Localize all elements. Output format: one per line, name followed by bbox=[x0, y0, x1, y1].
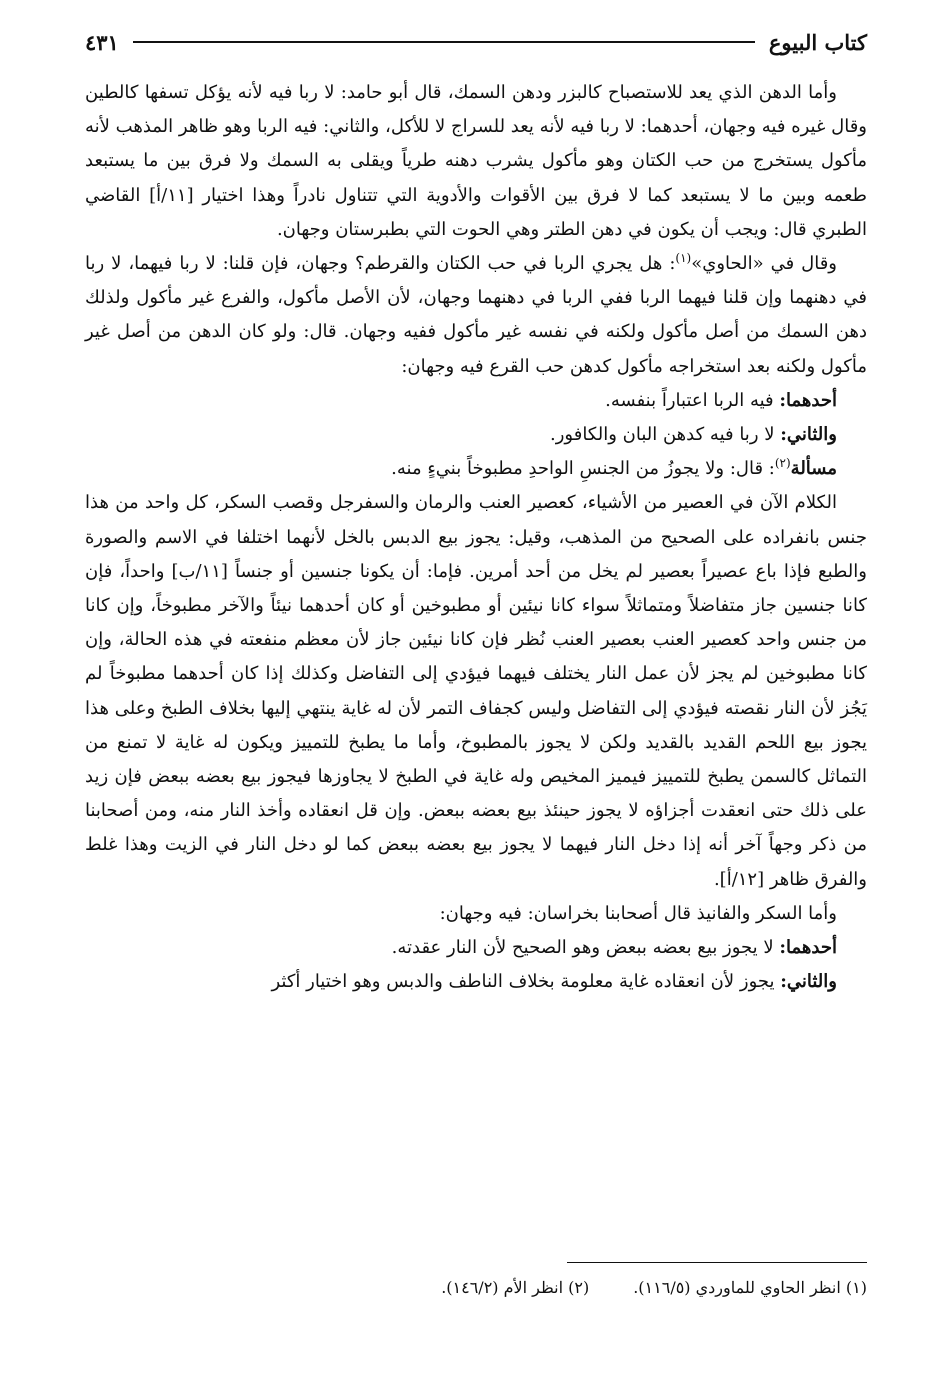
masala-heading bbox=[85, 452, 867, 486]
paragraph: الكلام الآن في العصير من الأشياء، كعصير العنب والرمان والسفرجل وقصب السكر، كل واحد من هذا جنس بانفراده على الصحيح من المذهب، وقيل: يجوز بيع الدبس بالخل لأنهما اختلفا في الاسم والصورة والطبع فإذا باع عصيراً بعصير لم يخل من أحد أمرين. فإما: أن يكونا جنسين أو جنساً [١١/ب] واحداً، فإن كانا جنسين جاز متفاضلاً ومتماثلاً سواء كانا نيئين أو مطبوخين أو كان أحدهما نيئاً والآخر مطبوخاً، وإن كانا من جنس واحد كعصير العنب بعصير العنب نُظر فإن كانا نيئين جاز لأن معظم منفعته في هذه الحالة، وإن كانا مطبوخين لم يجز لأن عمل النار يختلف فيهما فيؤدي إلى التفاضل وكذلك إذا كان أحدهما مطبوخاً لم يَجُز لأن النار نقصته فيؤدي إلى التفاضل وليس كجفاف التمر لأن له غاية ينتهي إليها بخلاف الطبخ وعلى هذا يجوز بيع اللحم القديد بالقديد ولكن لا يجوز بالمطبوخ، وأما ما يطبخ للتمييز ويكون له غاية لا تمنع من التماثل كالسمن يطبخ للتمييز فيميز المخيص وله غاية في الطبخ لا يجاوزها فيجوز بيع بعضه ببعض فإن زيد على ذلك حتى انعقدت أجزاؤه لا يجوز حينئذ بيع بعضه ببعض. وإن قل انعقاده وأخذ النار منه، ومن أصحابنا من ذكر وجهاً آخر أنه إذا دخل النار فيهما لا يجوز بيع بعضه ببعض كما لو دخل النار في الزيت وهذا غلط والفرق ظاهر [١٢/أ]. bbox=[85, 492, 867, 890]
text-span: : قال: ولا يجوزُ من الجنسِ الواحدِ مطبوخاً بنيءٍ منه. bbox=[391, 458, 775, 480]
paragraph: وأما السكر والفانيذ قال أصحابنا بخراسان: فيه وجهان: bbox=[439, 902, 837, 924]
footnote-ref: (٢) bbox=[774, 456, 791, 471]
book-page bbox=[85, 22, 867, 1342]
lead-word: والثاني: bbox=[780, 424, 837, 446]
lead-word: أحدهما: bbox=[779, 937, 837, 959]
lead-word: أحدهما: bbox=[779, 389, 837, 411]
text-span: لا يجوز بيع بعضه ببعض وهو الصحيح لأن النار عقدته. bbox=[391, 937, 780, 959]
paragraph bbox=[85, 931, 867, 965]
footnote-rule bbox=[567, 1262, 867, 1263]
page-number: ٤٣١ bbox=[85, 29, 119, 55]
chapter-title: كتاب البيوع bbox=[768, 29, 867, 55]
paragraph bbox=[85, 247, 867, 384]
lead-word: مسألة bbox=[790, 458, 837, 480]
text-span: يجوز لأن انعقاده غاية معلومة بخلاف الناطف والدبس وهو اختيار أكثر bbox=[271, 971, 781, 993]
footnote-1: (١) انظر الحاوي للماوردي (١١٦/٥). bbox=[633, 1278, 867, 1297]
running-header bbox=[85, 22, 867, 62]
footnote-ref: (١) bbox=[675, 251, 692, 266]
header-rule bbox=[133, 41, 755, 43]
footnote-2: (٢) انظر الأم (١٤٦/٢). bbox=[441, 1278, 590, 1297]
paragraph bbox=[85, 418, 867, 452]
text-span: فيه الربا اعتباراً بنفسه. bbox=[605, 389, 780, 411]
lead-word: والثاني: bbox=[780, 971, 837, 993]
footnotes bbox=[85, 1278, 867, 1297]
text-span: وقال في «الحاوي» bbox=[691, 253, 837, 275]
paragraph: وأما الدهن الذي يعد للاستصباح كالبزر ودهن السمك، قال أبو حامد: لا ربا فيه لأنه يؤكل تسفها كالطين وقال غيره فيه وجهان، أحدهما: لا ربا فيه لأنه يعد للسراج لا للأكل، والثاني: فيه الربا وهو ظاهر المذهب لأنه مأكول يستخرج من حب الكتان وهو مأكول يشرب دهنه طرياً ويقلى به السمك ولا فرق بين ما يستبعد طعمه وبين ما لا يستبعد كما لا فرق بين الأقوات والأدوية التي تتناول نادراً وهذا اختيار [١١/أ] القاضي الطبري قال: ويجب أن يكون في دهن الطتر وهي الحوت التي بطبرستان وجهان. bbox=[85, 82, 868, 240]
paragraph bbox=[85, 965, 867, 999]
text-span: لا ربا فيه كدهن البان والكافور. bbox=[550, 424, 781, 446]
main-text bbox=[85, 76, 867, 999]
text-span: : هل يجري الربا في حب الكتان والقرطم؟ وجهان، فإن قلنا: لا ربا فيهما، لا ربا في دهنهما وإن قلنا فيهما الربا ففي الربا في دهنهما وجهان، لأن الأصل مأكول، والفرع غير مأكول ولذلك دهن السمك من أصل مأكول ولكنه في نفسه غير مأكول ففيه وجهان. قال: ولو كان الدهن من أصل غير مأكول ولكنه بعد استخراجه مأكول كدهن حب القرع فيه وجهان: bbox=[85, 253, 867, 377]
paragraph bbox=[85, 384, 867, 418]
